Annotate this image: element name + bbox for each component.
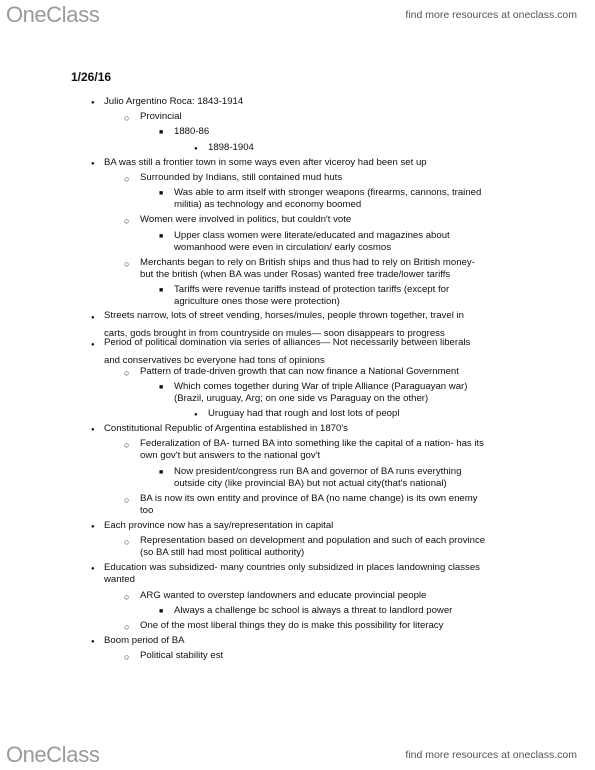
bullet-icon: ● bbox=[91, 160, 95, 167]
hollow-bullet-icon: ○ bbox=[124, 494, 130, 505]
note-text: Political stability est bbox=[140, 650, 224, 662]
logo-text: OneClass bbox=[6, 2, 100, 27]
bullet-icon: ● bbox=[91, 342, 95, 349]
note-text: Was able to arm itself with stronger weapons (firearms, cannons, trained militia) as technology and economy boomed bbox=[174, 187, 482, 211]
hollow-bullet-icon: ○ bbox=[124, 622, 130, 632]
hollow-bullet-icon: ○ bbox=[124, 537, 130, 548]
oneclass-logo[interactable] bbox=[6, 4, 100, 26]
hollow-bullet-icon: ○ bbox=[124, 258, 130, 269]
hollow-bullet-icon: ○ bbox=[124, 113, 130, 124]
note-text: Upper class women were literate/educated and magazines about womanhood were even in circulation/ early cosmos bbox=[174, 229, 450, 253]
hollow-bullet-icon: ○ bbox=[124, 440, 130, 451]
square-bullet-icon: ■ bbox=[159, 129, 164, 137]
bullet-icon: ● bbox=[91, 100, 95, 106]
hollow-bullet-icon: ○ bbox=[124, 216, 130, 227]
header-tagline[interactable]: find more resources at oneclass.com bbox=[405, 9, 577, 21]
note-text: 1898-1904 bbox=[208, 141, 254, 153]
footer-tagline[interactable]: find more resources at oneclass.com bbox=[405, 749, 577, 761]
square-bullet-icon: ■ bbox=[159, 287, 164, 294]
hollow-bullet-icon: ○ bbox=[124, 591, 130, 602]
note-text: Provincial bbox=[140, 111, 182, 123]
note-text: Boom period of BA bbox=[104, 635, 185, 647]
note-text: BA is now its own entity and province of BA (no name change) is its own enemy too bbox=[140, 492, 478, 516]
note-text: BA was still a frontier town in some ways even after viceroy had been set up bbox=[104, 156, 427, 168]
square-bullet-icon: ■ bbox=[159, 607, 164, 615]
note-text: Merchants began to rely on British ships and thus had to rely on British money- but the british (when BA was under Rosas) wanted free trade/lower tariffs bbox=[140, 256, 475, 280]
note-text: Uruguay had that rough and lost lots of peopl bbox=[208, 408, 400, 419]
hollow-bullet-icon: ○ bbox=[124, 174, 130, 184]
hollow-bullet-icon: ○ bbox=[124, 367, 130, 378]
square-bullet-icon: ■ bbox=[159, 232, 164, 240]
note-text: Pattern of trade-driven growth that can now finance a National Government bbox=[140, 365, 459, 377]
note-text: Tariffs were revenue tariffs instead of protection tariffs (except for agriculture ones those were protection) bbox=[174, 284, 450, 307]
note-text: Streets narrow, lots of street vending, horses/mules, people thrown together, travel in carts, gods brought in from countryside on mules— soon disappears to progress bbox=[104, 310, 464, 340]
bullet-icon: ● bbox=[91, 639, 95, 646]
note-text: Which comes together during War of triple Alliance (Paraguayan war) (Brazil, uruguay, Arg; on one side vs Paraguay on the other) bbox=[174, 380, 468, 404]
square-bullet-icon: ■ bbox=[159, 468, 164, 476]
page-header bbox=[0, 0, 595, 30]
document-date: 1/26/16 bbox=[71, 70, 112, 84]
note-text: Each province now has a say/representation in capital bbox=[104, 520, 334, 531]
bullet-icon: ● bbox=[91, 427, 95, 434]
bullet-icon: ● bbox=[194, 412, 198, 418]
square-bullet-icon: ■ bbox=[159, 190, 164, 198]
bullet-icon: ● bbox=[194, 145, 198, 152]
bullet-icon: ● bbox=[91, 315, 95, 322]
note-text: Surrounded by Indians, still contained mud huts bbox=[140, 172, 343, 183]
note-text: 1880-86 bbox=[174, 126, 210, 138]
note-text: Women were involved in politics, but couldn't vote bbox=[140, 214, 352, 226]
bullet-icon: ● bbox=[91, 566, 95, 573]
note-text: One of the most liberal things they do is make this possibility for literacy bbox=[140, 620, 444, 631]
note-text: ARG wanted to overstep landowners and educate provincial people bbox=[140, 589, 427, 601]
note-text: Representation based on development and population and such of each province (so BA still had most political authority) bbox=[140, 535, 486, 559]
bullet-icon: ● bbox=[91, 524, 95, 530]
note-text: Julio Argentino Roca: 1843-1914 bbox=[104, 96, 244, 107]
oneclass-logo-footer[interactable] bbox=[6, 744, 100, 766]
hollow-bullet-icon: ○ bbox=[124, 652, 130, 663]
note-text: Now president/congress run BA and governor of BA runs everything outside city (like provincial BA) but not actual city(that's national) bbox=[174, 465, 462, 489]
logo-text: OneClass bbox=[6, 742, 100, 767]
square-bullet-icon: ■ bbox=[159, 383, 164, 391]
note-text: Constitutional Republic of Argentina established in 1870's bbox=[104, 423, 348, 435]
page-footer bbox=[0, 740, 595, 770]
note-text: Education was subsidized- many countries only subsidized in places landowning classes wanted bbox=[104, 562, 480, 586]
note-text: Period of political domination via series of alliances— Not necessarily between liberals and conservatives bc everyone had tons of opinions bbox=[104, 337, 471, 367]
note-text: Always a challenge bc school is always a threat to landlord power bbox=[174, 604, 453, 616]
note-text: Federalization of BA- turned BA into something like the capital of a nation- has its own gov't but answers to the national gov't bbox=[140, 438, 484, 462]
